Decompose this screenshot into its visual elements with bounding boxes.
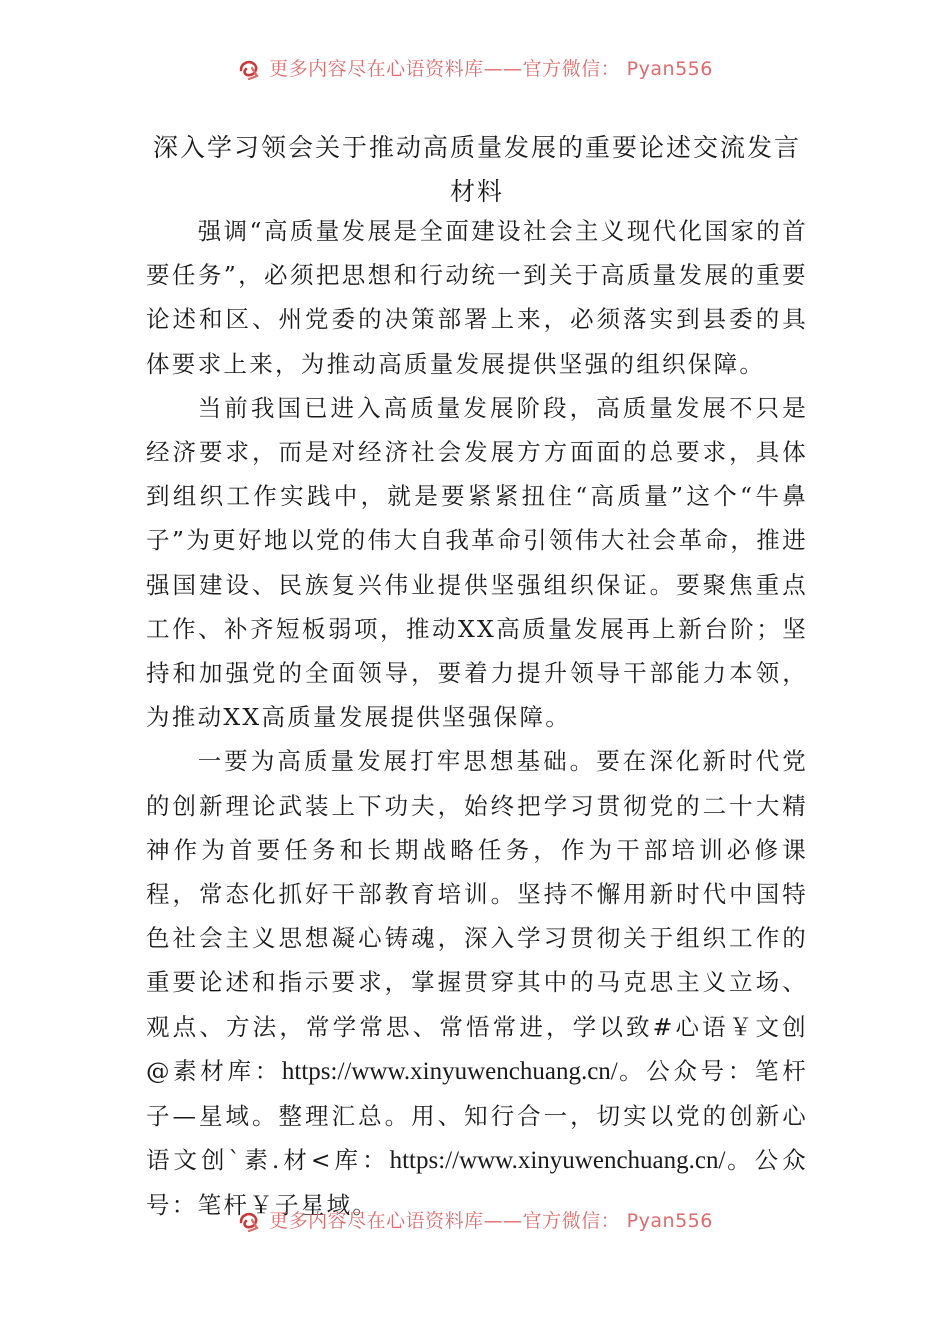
document-body — [146, 209, 808, 1228]
footer-watermark-banner — [0, 1206, 950, 1236]
text-after-url-2: 。公众号：笔杆￥子星域。 — [146, 1146, 808, 1220]
brand-logo-icon — [237, 56, 263, 82]
header-watermark-banner — [0, 54, 950, 84]
paragraph-2: 当前我国已进入高质量发展阶段，高质量发展不只是经济要求，而是对经济社会发展方方面面的总要求，具体到组织工作实践中，就是要紧紧扭住“高质量”这个“牛鼻子”为更好地以党的伟大自我革命引领伟大社会革命，推进强国建设、民族复兴伟业提供坚强组织保证。要聚焦重点工作、补齐短板弱项，推动XX高质量发展再上新台阶；坚持和加强党的全面领导，要着力提升领导干部能力本领，为推动XX高质量发展提供坚强保障。 — [146, 393, 808, 732]
document-title: 深入学习领会关于推动高质量发展的重要论述交流发言材料 — [152, 133, 801, 206]
brand-logo-icon — [237, 1208, 263, 1234]
text-after-url-1: 。公众号：笔杆子—星域。整理汇总。用、知行合一，切实以党的创新心语文创`素.材<库： — [146, 1056, 808, 1175]
paragraph-1: 强调“高质量发展是全面建设社会主义现代化国家的首要任务”，必须把思想和行动统一到关于高质量发展的重要论述和区、州党委的决策部署上来，必须落实到县委的具体要求上来，为推动高质量发展提供坚强的组织保障。 — [146, 217, 808, 378]
paragraph-3 — [146, 739, 808, 1227]
footer-banner-text: 更多内容尽在心语资料库——官方微信： Pyan556 — [269, 1210, 713, 1232]
header-banner-text: 更多内容尽在心语资料库——官方微信： Pyan556 — [269, 58, 713, 80]
paragraph-3-text: 一要为高质量发展打牢思想基础。要在深化新时代党的创新理论武装上下功夫，始终把学习贯彻党的二十大精神作为首要任务和长期战略任务，作为干部培训必修课程，常态化抓好干部教育培训。坚持不懈用新时代中国特色社会主义思想凝心铸魂，深入学习贯彻关于组织工作的重要论述和指示要求，掌握贯穿其中的马克思主义立场、观点、方法，常学常思、常悟常进，学以致#心语￥文创@素材库： — [146, 747, 808, 1085]
url-link-2[interactable]: https://www.xinyuwenchuang.cn/ — [389, 1147, 726, 1175]
url-link-1[interactable]: https://www.xinyuwenchuang.cn/ — [281, 1057, 618, 1085]
